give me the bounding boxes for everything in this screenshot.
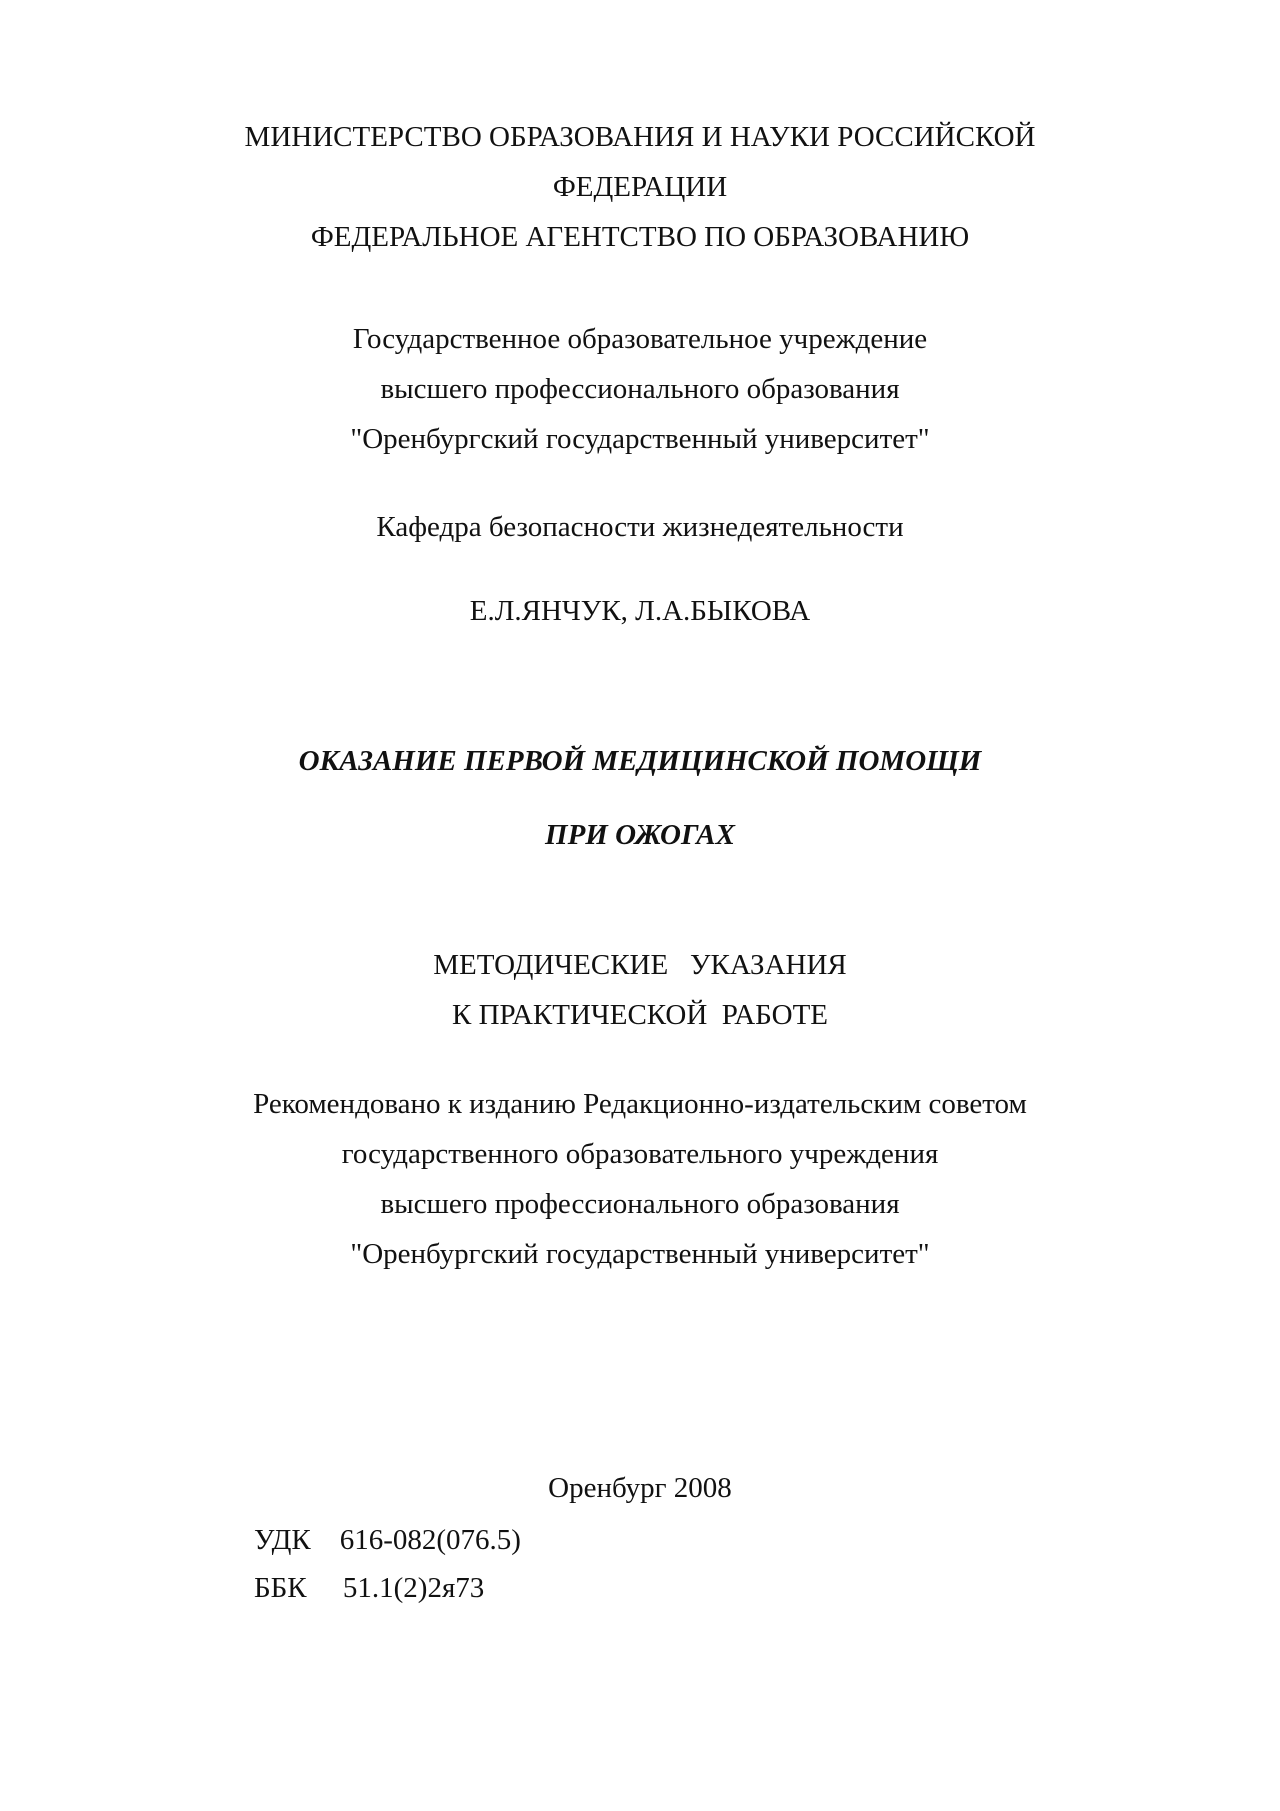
ministry-line-1: МИНИСТЕРСТВО ОБРАЗОВАНИЯ И НАУКИ РОССИЙСКОЙ bbox=[244, 121, 1036, 153]
ministry-line-2: ФЕДЕРАЦИИ bbox=[552, 171, 728, 203]
document-title-line-2: ПРИ ОЖОГАХ bbox=[545, 819, 735, 851]
authors: Е.Л.ЯНЧУК, Л.А.БЫКОВА bbox=[469, 595, 811, 627]
udk-code: УДК 616-082(076.5) bbox=[254, 1524, 521, 1556]
recommendation-line-4: "Оренбургский государственный университет" bbox=[350, 1238, 930, 1270]
recommendation-line-2: государственного образовательного учреждения bbox=[341, 1138, 939, 1170]
recommendation-line-3: высшего профессионального образования bbox=[380, 1188, 900, 1220]
institution-line-3: "Оренбургский государственный университет" bbox=[350, 423, 930, 455]
document-title-line-1: ОКАЗАНИЕ ПЕРВОЙ МЕДИЦИНСКОЙ ПОМОЩИ bbox=[298, 745, 982, 777]
department: Кафедра безопасности жизнедеятельности bbox=[376, 511, 904, 543]
doc-type-line-1: МЕТОДИЧЕСКИЕ УКАЗАНИЯ bbox=[433, 949, 847, 981]
institution-line-2: высшего профессионального образования bbox=[380, 373, 900, 405]
institution-line-1: Государственное образовательное учреждение bbox=[352, 323, 928, 355]
city-year: Оренбург 2008 bbox=[548, 1472, 732, 1504]
doc-type-line-2: К ПРАКТИЧЕСКОЙ РАБОТЕ bbox=[452, 999, 828, 1031]
recommendation-line-1: Рекомендовано к изданию Редакционно-издательским советом bbox=[253, 1088, 1027, 1120]
agency-line: ФЕДЕРАЛЬНОЕ АГЕНТСТВО ПО ОБРАЗОВАНИЮ bbox=[310, 221, 970, 253]
bbk-code: ББК 51.1(2)2я73 bbox=[254, 1572, 485, 1604]
